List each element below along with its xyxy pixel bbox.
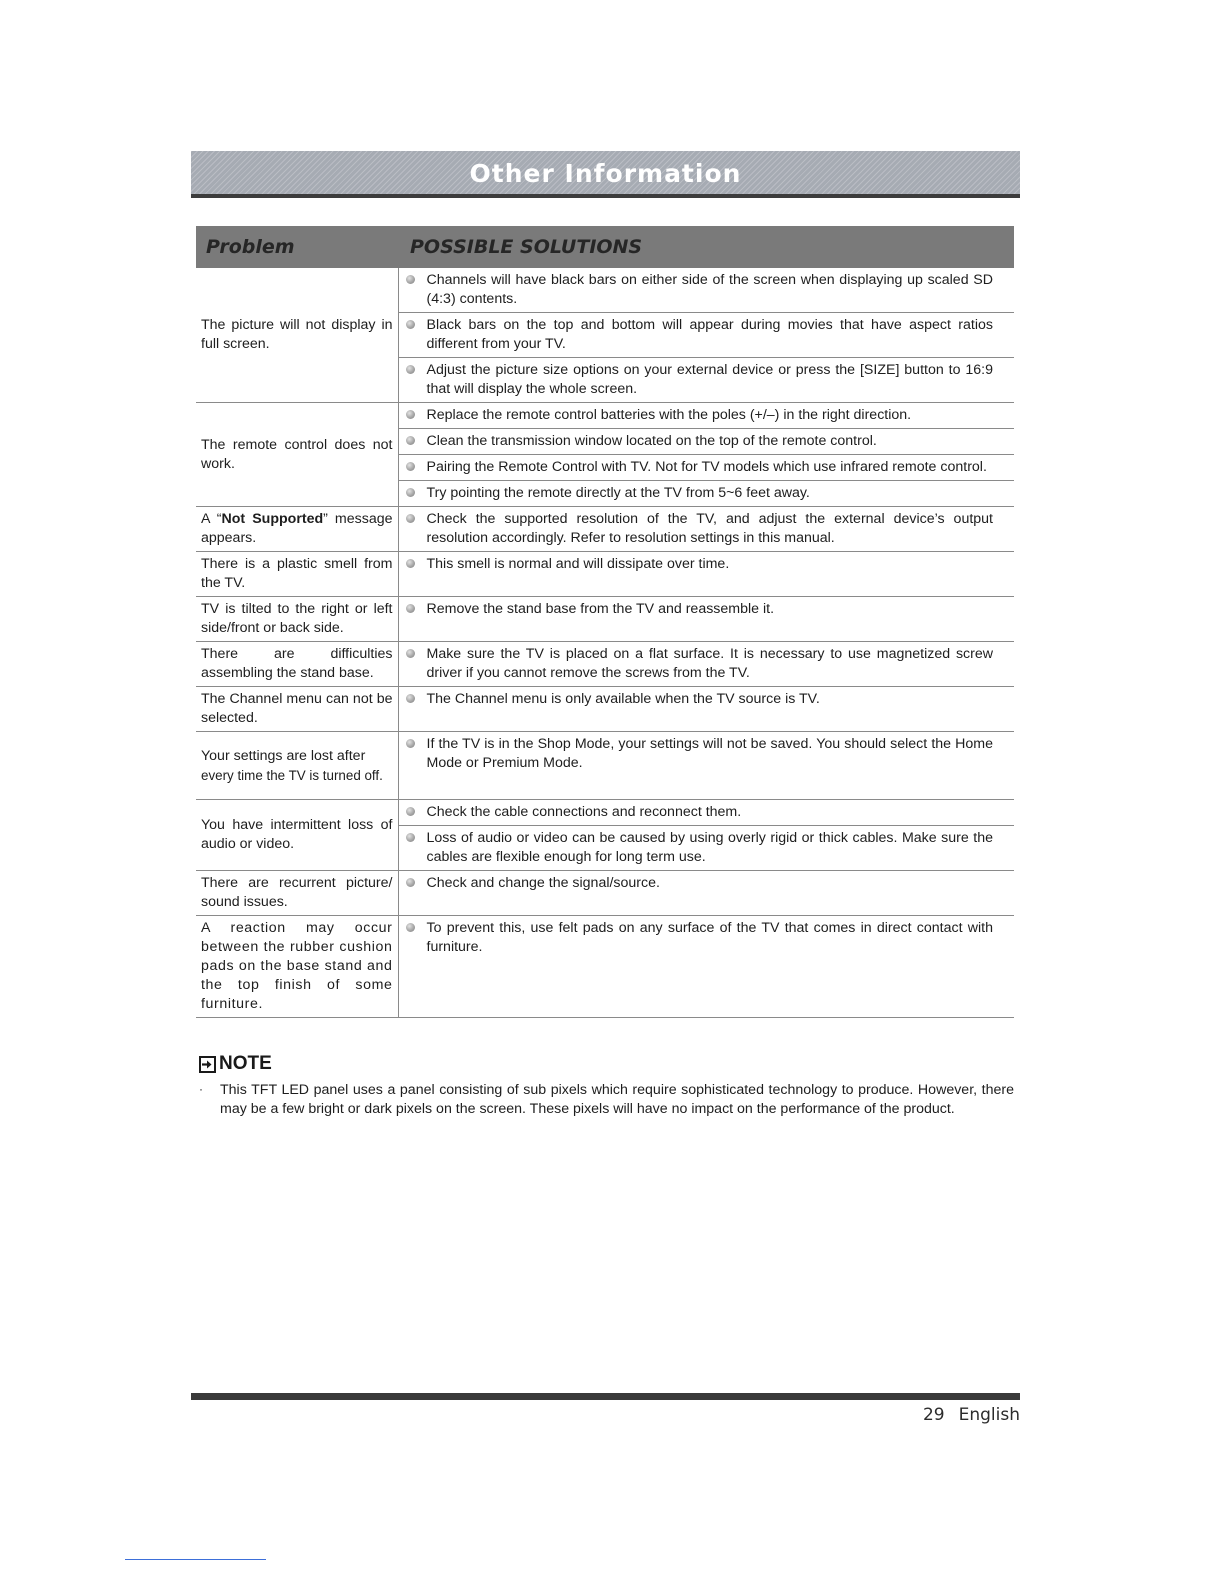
footer-rule — [191, 1393, 1020, 1400]
page-number: 29 — [922, 1405, 945, 1425]
problem-cell — [196, 507, 398, 552]
page-title: Other Information — [469, 159, 742, 188]
solution-cell — [398, 871, 1014, 916]
problem-cell — [196, 732, 398, 800]
solution-cell — [398, 507, 1014, 552]
table-header-row — [196, 226, 1014, 268]
problem-cell: The picture will not display in full screen. — [196, 268, 398, 403]
solution-text: Check the supported resolution of the TV, and adjust the external device’s output resolution accordingly. Refer to resolution settings in this manual. — [426, 511, 993, 546]
solution-text: Try pointing the remote directly at the TV from 5~6 feet away. — [426, 485, 810, 501]
solution-cell — [398, 481, 1014, 507]
table-row — [196, 916, 1014, 1018]
problem-text: Your settings are lost after — [201, 747, 366, 764]
problem-text: ” message appears. — [201, 511, 393, 546]
solution-text: Black bars on the top and bottom will appear during movies that have aspect ratios different from your TV. — [426, 317, 993, 352]
solution-text: Make sure the TV is placed on a flat surface. It is necessary to use magnetized screw driver if you cannot remove the screws from the TV. — [426, 646, 993, 681]
table-row — [196, 687, 1014, 732]
problem-cell: The Channel menu can not be selected. — [196, 687, 398, 732]
problem-cell: A reaction may occur between the rubber cushion pads on the base stand and the top finish of some furniture. — [196, 916, 398, 1018]
problem-text: every time the TV is turned off. — [201, 767, 383, 783]
bullet-icon — [406, 923, 415, 932]
section-banner — [191, 151, 1020, 198]
solution-text: Adjust the picture size options on your external device or press the [SIZE] button to 16:9 that will display the whole screen. — [426, 362, 993, 397]
solution-cell — [398, 597, 1014, 642]
bullet-icon — [406, 462, 415, 471]
solution-cell — [398, 826, 1014, 871]
problem-cell: There are difficulties assembling the stand base. — [196, 642, 398, 687]
link-underline — [125, 1559, 266, 1560]
page-language: English — [958, 1405, 1020, 1425]
table-row — [196, 507, 1014, 552]
table-row — [196, 403, 1014, 429]
problem-emphasis: Not Supported — [221, 511, 324, 527]
note-bullet: · — [199, 1082, 203, 1096]
bullet-icon — [406, 275, 415, 284]
note-body — [199, 1081, 1014, 1119]
problem-cell: You have intermittent loss of audio or video. — [196, 800, 398, 871]
bullet-icon — [406, 649, 415, 658]
solution-text: Remove the stand base from the TV and reassemble it. — [426, 601, 775, 617]
column-header-problem: Problem — [196, 226, 398, 268]
bullet-icon — [406, 365, 415, 374]
solution-cell — [398, 313, 1014, 358]
column-header-solutions: POSSIBLE SOLUTIONS — [398, 226, 1014, 268]
problem-text: A “ — [201, 511, 222, 527]
solution-cell — [398, 268, 1014, 313]
solution-cell — [398, 732, 1014, 800]
note-title: NOTE — [219, 1053, 272, 1074]
bullet-icon — [406, 739, 415, 748]
solution-cell — [398, 552, 1014, 597]
solution-cell — [398, 455, 1014, 481]
solution-cell — [398, 358, 1014, 403]
bullet-icon — [406, 320, 415, 329]
page-footer — [780, 1405, 1020, 1425]
table-row — [196, 268, 1014, 313]
solution-text: Clean the transmission window located on the top of the remote control. — [426, 433, 877, 449]
table-row — [196, 732, 1014, 800]
table-row — [196, 597, 1014, 642]
problem-cell: There is a plastic smell from the TV. — [196, 552, 398, 597]
solution-text: Pairing the Remote Control with TV. Not for TV models which use infrared remote control. — [426, 459, 987, 475]
solution-text: Check the cable connections and reconnect them. — [426, 804, 742, 820]
solution-cell — [398, 916, 1014, 1018]
table-row — [196, 871, 1014, 916]
solution-cell — [398, 687, 1014, 732]
bullet-icon — [406, 807, 415, 816]
solution-text: Channels will have black bars on either side of the screen when displaying up scaled SD (4:3) contents. — [426, 272, 993, 307]
solution-cell — [398, 800, 1014, 826]
solution-cell — [398, 429, 1014, 455]
bullet-icon — [406, 604, 415, 613]
note-arrow-icon — [199, 1056, 216, 1073]
bullet-icon — [406, 559, 415, 568]
solution-text: To prevent this, use felt pads on any surface of the TV that comes in direct contact with furniture. — [426, 920, 993, 955]
troubleshooting-table — [196, 226, 1014, 1018]
solution-text: This smell is normal and will dissipate over time. — [426, 556, 730, 572]
bullet-icon — [406, 410, 415, 419]
problem-cell: The remote control does not work. — [196, 403, 398, 507]
bullet-icon — [406, 878, 415, 887]
note-section — [199, 1053, 1014, 1119]
bullet-icon — [406, 694, 415, 703]
bullet-icon — [406, 514, 415, 523]
table-row — [196, 552, 1014, 597]
note-text: This TFT LED panel uses a panel consisting of sub pixels which require sophisticated technology to produce. However, there may be a few bright or dark pixels on the screen. These pixels will have no impact on the performance of the product. — [220, 1082, 1014, 1117]
solution-text: Replace the remote control batteries with the poles (+/–) in the right direction. — [426, 407, 912, 423]
solution-cell — [398, 642, 1014, 687]
solution-text: The Channel menu is only available when the TV source is TV. — [426, 691, 820, 707]
problem-cell: There are recurrent picture/ sound issues. — [196, 871, 398, 916]
problem-cell: TV is tilted to the right or left side/front or back side. — [196, 597, 398, 642]
note-heading — [199, 1053, 1014, 1075]
table-row — [196, 800, 1014, 826]
solution-text: Loss of audio or video can be caused by using overly rigid or thick cables. Make sure the cables are flexible enough for long term use. — [426, 830, 993, 865]
solution-cell — [398, 403, 1014, 429]
solution-text: If the TV is in the Shop Mode, your settings will not be saved. You should select the Home Mode or Premium Mode. — [426, 736, 993, 771]
table-row — [196, 642, 1014, 687]
bullet-icon — [406, 488, 415, 497]
solution-text: Check and change the signal/source. — [426, 875, 660, 891]
bullet-icon — [406, 833, 415, 842]
bullet-icon — [406, 436, 415, 445]
